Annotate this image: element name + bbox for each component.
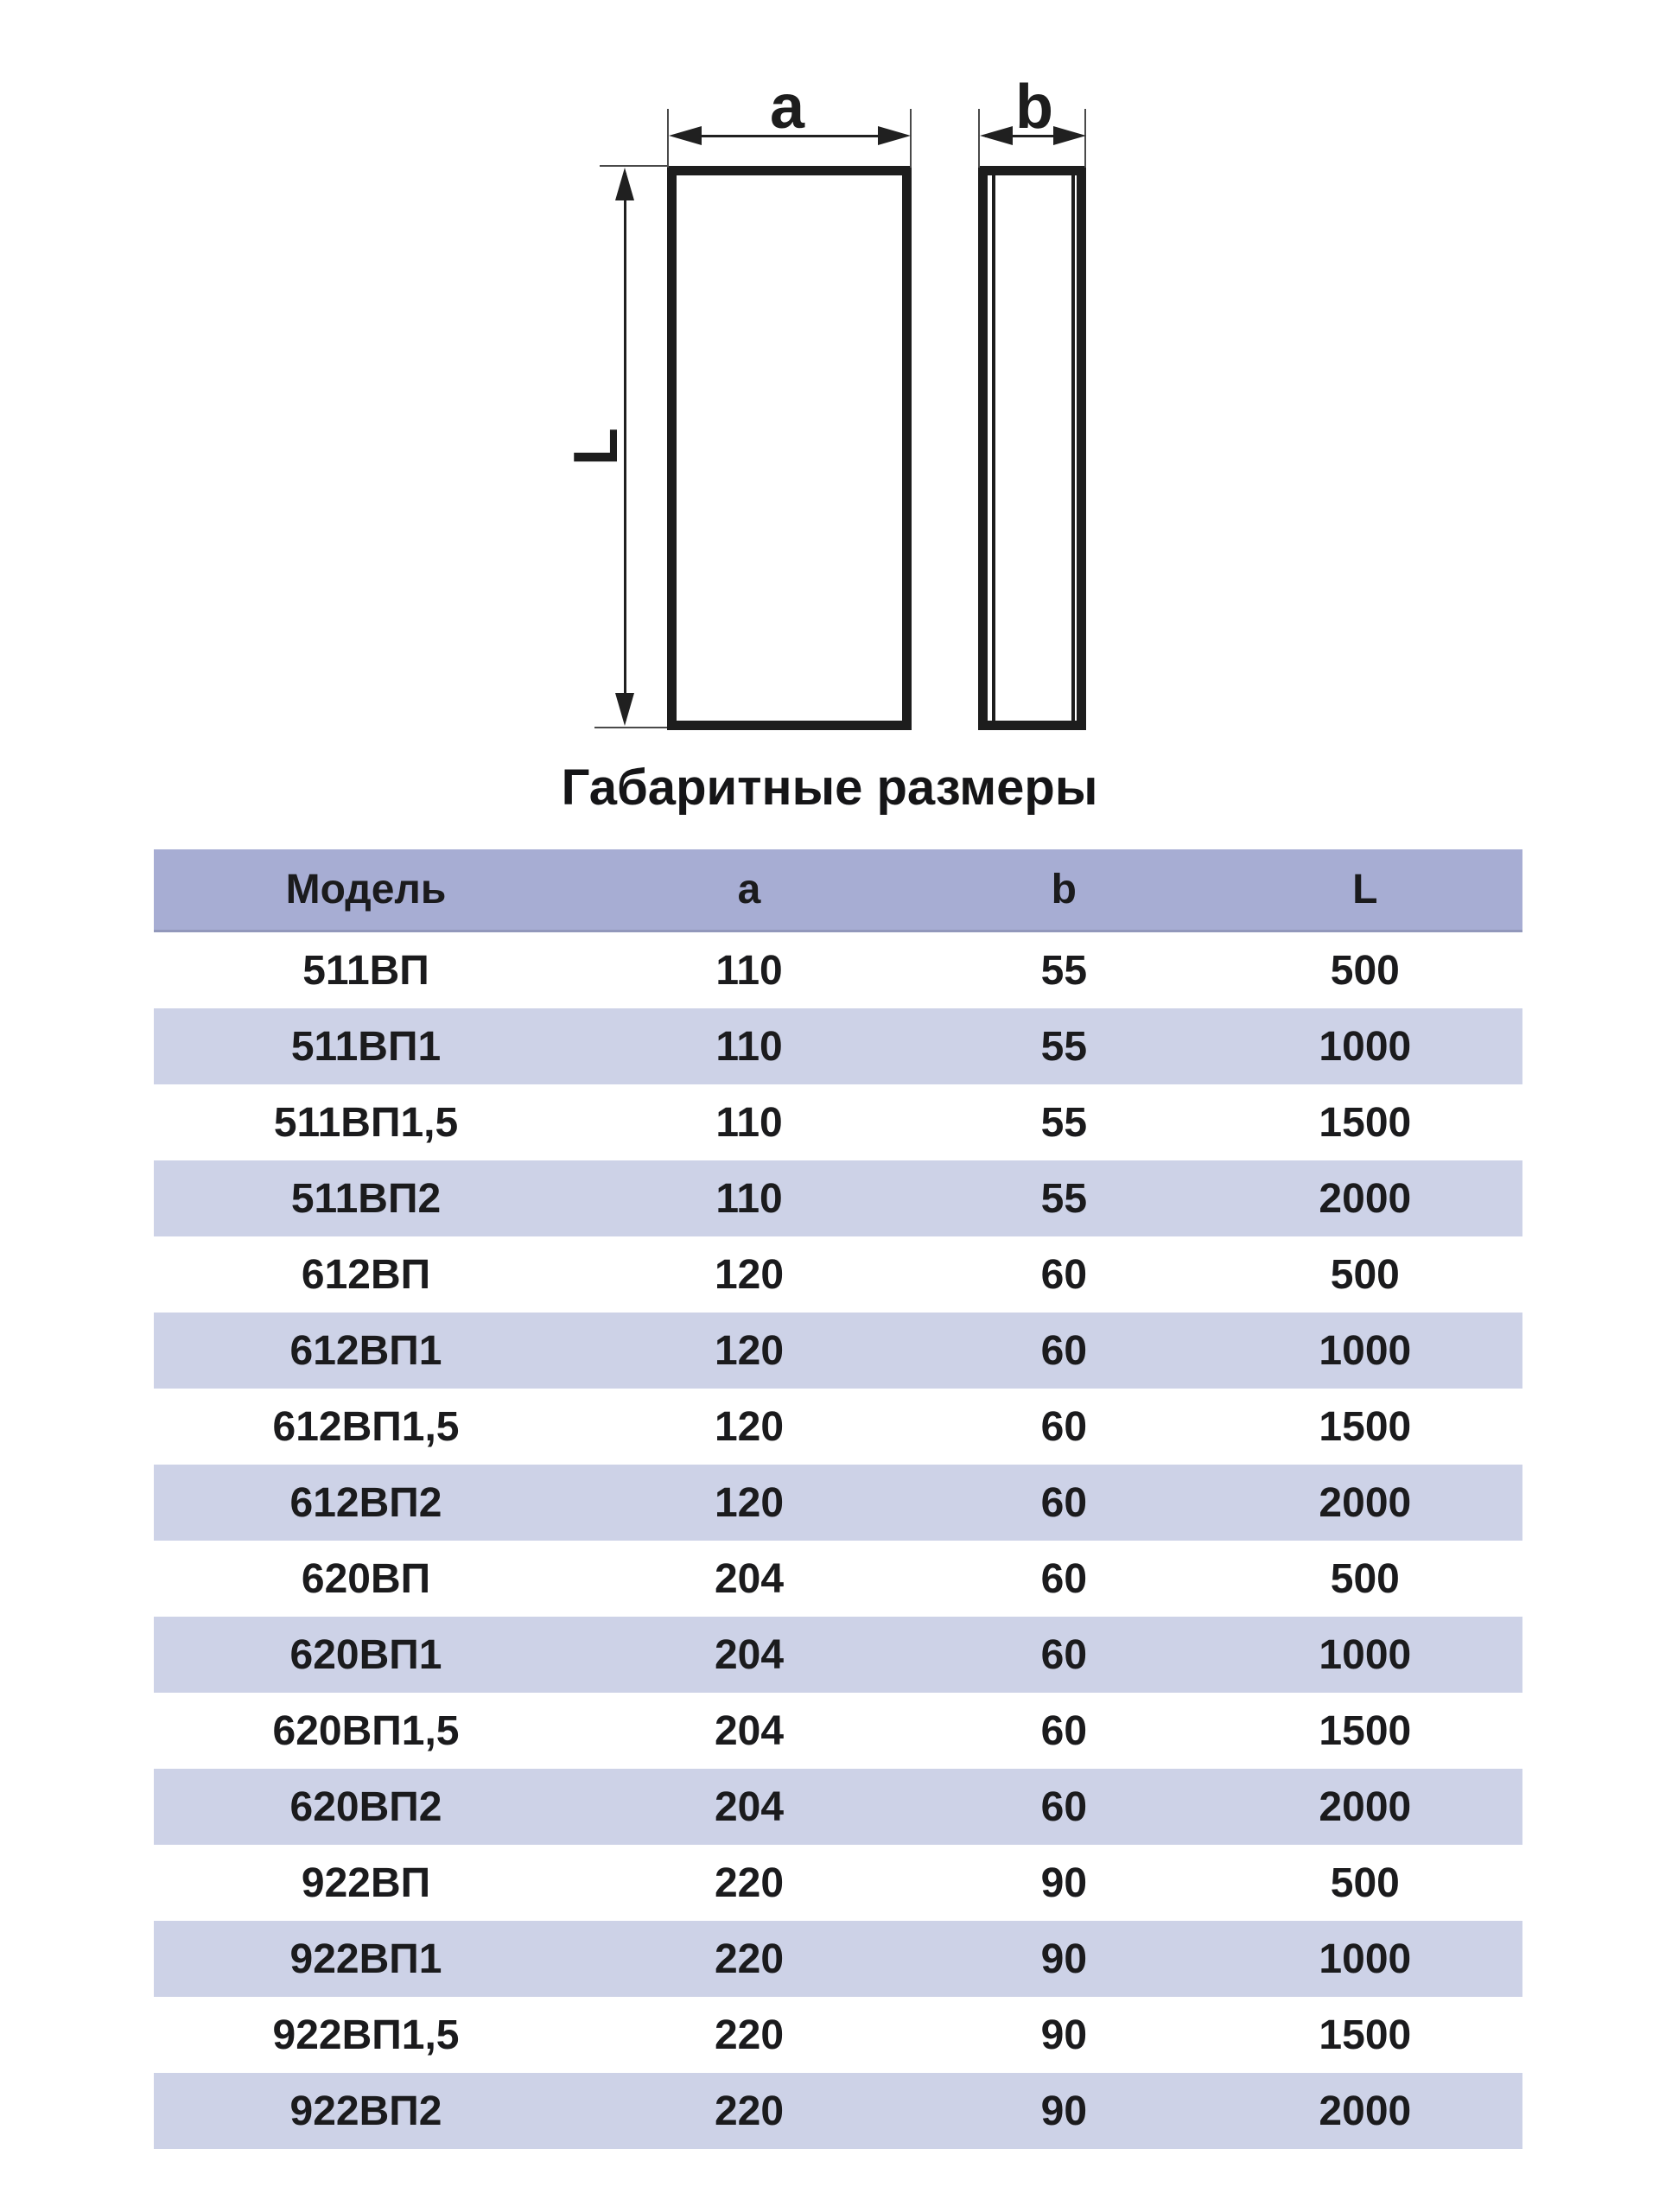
l-cell: 2000: [1319, 2088, 1412, 2134]
model-cell: 612ВП1: [289, 1327, 442, 1374]
b-cell: 60: [1040, 1631, 1088, 1678]
l-cell: 1000: [1319, 1327, 1412, 1374]
a-cell: 120: [714, 1403, 785, 1450]
drawing-caption: Габаритные размеры: [561, 760, 1098, 816]
l-cell: 500: [1330, 1555, 1400, 1602]
a-cell: 120: [714, 1251, 785, 1298]
side-view-inner-line-right: [1071, 175, 1075, 721]
dim-label-b: b: [1015, 73, 1053, 142]
a-cell: 204: [714, 1783, 785, 1830]
table-row: [154, 1313, 1522, 1389]
l-cell: 500: [1330, 1859, 1400, 1906]
model-cell: 511ВП1: [290, 1023, 442, 1070]
dim-l-extension-bottom: [594, 727, 667, 728]
model-cell: 612ВП: [301, 1251, 431, 1298]
table-row: [154, 1541, 1522, 1617]
table-body: [154, 932, 1522, 2149]
a-cell: 204: [714, 1631, 785, 1678]
dim-l-arrowhead-bottom: [615, 693, 634, 726]
b-cell: 90: [1040, 2088, 1088, 2134]
b-cell: 60: [1040, 1783, 1088, 1830]
table-row: [154, 932, 1522, 1008]
table-row: [154, 1769, 1522, 1845]
table-row: [154, 1617, 1522, 1693]
table-row: [154, 1084, 1522, 1160]
model-cell: 620ВП1: [289, 1631, 442, 1678]
table-row: [154, 1236, 1522, 1313]
dim-l-arrowhead-top: [615, 168, 634, 200]
b-cell: 55: [1040, 947, 1088, 994]
dim-label-a: a: [769, 73, 805, 142]
a-cell: 110: [715, 1023, 783, 1070]
l-cell: 1000: [1319, 1936, 1412, 1982]
table-row: [154, 2073, 1522, 2149]
b-cell: 55: [1040, 1023, 1088, 1070]
column-header-a: a: [737, 867, 761, 912]
l-cell: 1500: [1319, 2012, 1412, 2058]
dim-label-l: L: [562, 428, 631, 466]
model-cell: 922ВП2: [289, 2088, 442, 2134]
a-cell: 120: [714, 1327, 785, 1374]
a-cell: 110: [715, 1099, 783, 1146]
l-cell: 1000: [1319, 1023, 1412, 1070]
model-cell: 922ВП: [301, 1859, 431, 1906]
dimensions-table: [154, 849, 1522, 2149]
dim-l-extension-top: [600, 165, 667, 167]
b-cell: 55: [1040, 1099, 1088, 1146]
l-cell: 2000: [1319, 1175, 1412, 1222]
a-cell: 120: [714, 1479, 785, 1526]
l-cell: 1500: [1319, 1707, 1412, 1754]
model-cell: 922ВП1: [289, 1936, 442, 1982]
l-cell: 1500: [1319, 1403, 1412, 1450]
b-cell: 90: [1040, 1936, 1088, 1982]
model-cell: 612ВП1,5: [272, 1403, 460, 1450]
b-cell: 60: [1040, 1707, 1088, 1754]
l-cell: 1500: [1319, 1099, 1412, 1146]
model-cell: 612ВП2: [289, 1479, 442, 1526]
model-cell: 511ВП2: [290, 1175, 442, 1222]
column-header-model: Модель: [285, 867, 447, 912]
a-cell: 220: [714, 1859, 785, 1906]
model-cell: 511ВП: [302, 947, 429, 994]
a-cell: 110: [715, 1175, 783, 1222]
table-row: [154, 1997, 1522, 2073]
b-cell: 60: [1040, 1327, 1088, 1374]
a-cell: 220: [714, 1936, 785, 1982]
dim-a-arrowhead-right: [878, 126, 911, 145]
a-cell: 110: [715, 947, 783, 994]
b-cell: 60: [1040, 1555, 1088, 1602]
column-header-l: L: [1352, 867, 1378, 912]
l-cell: 500: [1330, 1251, 1400, 1298]
table-row: [154, 1921, 1522, 1997]
table-row: [154, 1160, 1522, 1236]
table-row: [154, 1008, 1522, 1084]
model-cell: 620ВП1,5: [272, 1707, 460, 1754]
l-cell: 1000: [1319, 1631, 1412, 1678]
front-view-rectangle: [667, 166, 912, 730]
table-row: [154, 1845, 1522, 1921]
dim-a-arrowhead-left: [669, 126, 702, 145]
b-cell: 90: [1040, 1859, 1088, 1906]
b-cell: 60: [1040, 1251, 1088, 1298]
model-cell: 922ВП1,5: [272, 2012, 460, 2058]
table-header-row: [154, 849, 1522, 932]
b-cell: 90: [1040, 2012, 1088, 2058]
a-cell: 204: [714, 1707, 785, 1754]
table-row: [154, 1389, 1522, 1465]
side-view-inner-line-left: [992, 175, 995, 721]
column-header-b: b: [1051, 867, 1077, 912]
model-cell: 620ВП2: [289, 1783, 442, 1830]
model-cell: 511ВП1,5: [273, 1099, 459, 1146]
table-row: [154, 1465, 1522, 1541]
a-cell: 220: [714, 2088, 785, 2134]
l-cell: 2000: [1319, 1479, 1412, 1526]
l-cell: 2000: [1319, 1783, 1412, 1830]
a-cell: 204: [714, 1555, 785, 1602]
table-row: [154, 1693, 1522, 1769]
model-cell: 620ВП: [301, 1555, 431, 1602]
l-cell: 500: [1330, 947, 1400, 994]
b-cell: 60: [1040, 1403, 1088, 1450]
b-cell: 60: [1040, 1479, 1088, 1526]
side-view-rectangle: [978, 166, 1086, 730]
a-cell: 220: [714, 2012, 785, 2058]
b-cell: 55: [1040, 1175, 1088, 1222]
